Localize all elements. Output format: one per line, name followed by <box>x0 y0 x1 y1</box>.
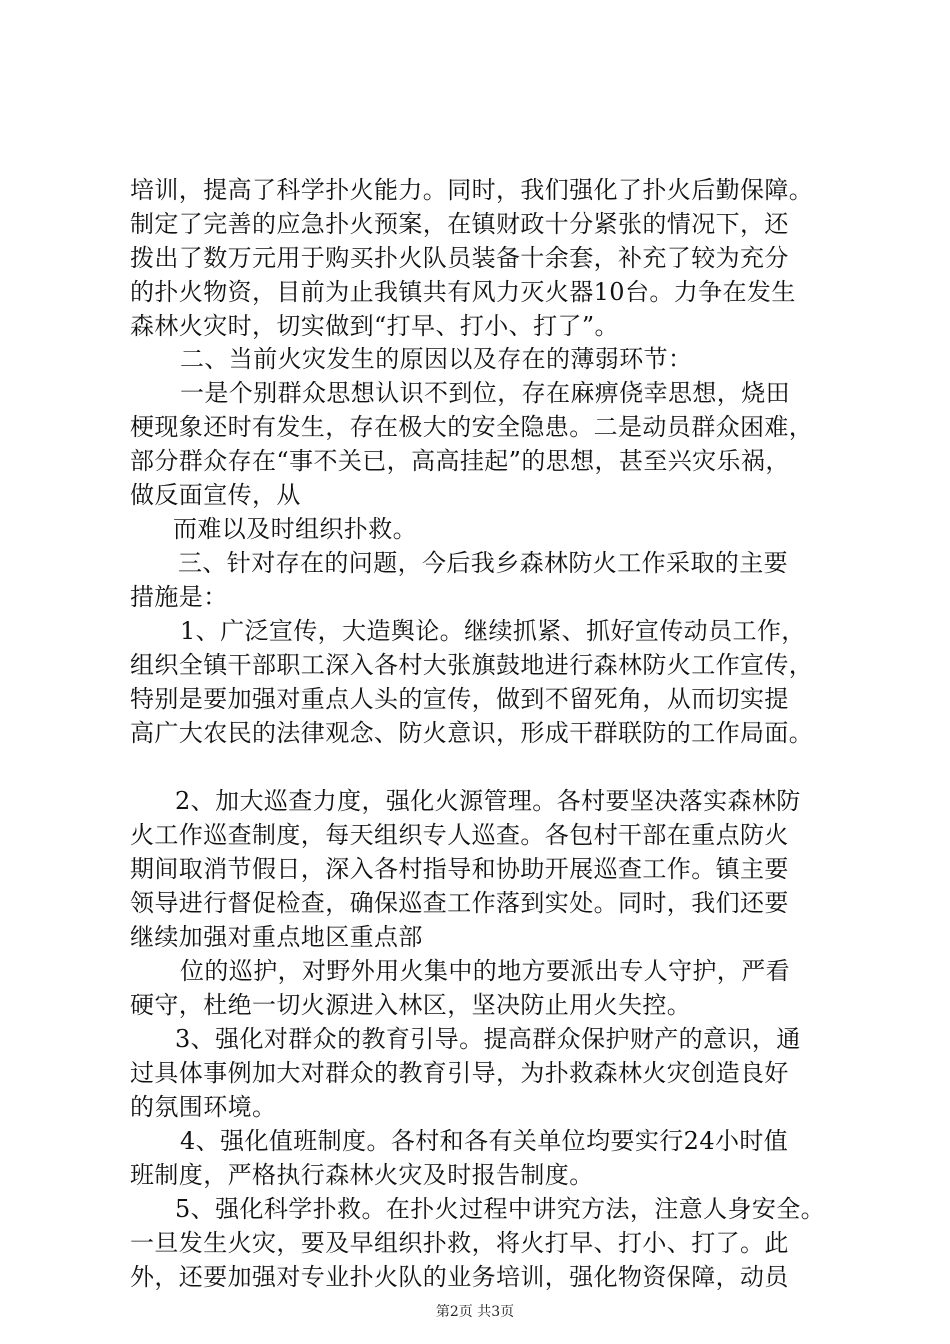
section-heading: 二、当前火灾发生的原因以及存在的薄弱环节： <box>180 345 693 373</box>
text-line: 部分群众存在“事不关已，高高挂起”的思想，甚至兴灾乐祸， <box>130 447 790 475</box>
text-line: 特别是要加强对重点人头的宣传，做到不留死角，从而切实提 <box>130 685 789 713</box>
text-line: 1、广泛宣传，大造舆论。继续抓紧、抓好宣传动员工作， <box>180 617 806 645</box>
text-line: 培训，提高了科学扑火能力。同时，我们强化了扑火后勤保障。 <box>130 176 814 204</box>
text-line: 而难以及时组织扑救。 <box>173 515 417 543</box>
text-line: 组织全镇干部职工深入各村大张旗鼓地进行森林防火工作宣传， <box>130 651 814 679</box>
text-line: 一旦发生火灾，要及早组织扑救，将火打早、打小、打了。此 <box>130 1229 789 1257</box>
text-line: 5、强化科学扑救。在扑火过程中讲究方法，注意人身安全。 <box>175 1195 826 1223</box>
text-line: 硬守，杜绝一切火源进入林区，坚决防止用火失控。 <box>130 991 692 1019</box>
text-line: 外，还要加强对专业扑火队的业务培训，强化物资保障，动员 <box>130 1263 789 1291</box>
text-line: 森林火灾时，切实做到“打早、打小、打了”。 <box>130 312 619 340</box>
text-line: 火工作巡查制度，每天组织专人巡查。各包村干部在重点防火 <box>130 821 789 849</box>
text-line: 的扑火物资，目前为止我镇共有风力灭火器10台。力争在发生 <box>130 278 796 306</box>
text-line: 3、强化对群众的教育引导。提高群众保护财产的意识，通 <box>175 1025 801 1053</box>
text-line: 的氛围环境。 <box>130 1093 277 1121</box>
text-line: 制定了完善的应急扑火预案，在镇财政十分紧张的情况下，还 <box>130 210 789 238</box>
section-heading: 三、针对存在的问题，今后我乡森林防火工作采取的主要 <box>178 549 788 577</box>
text-line: 2、加大巡查力度，强化火源管理。各村要坚决落实森林防 <box>175 787 801 815</box>
text-line: 一是个别群众思想认识不到位，存在麻痹侥幸思想，烧田 <box>180 379 790 407</box>
text-line: 期间取消节假日，深入各村指导和协助开展巡查工作。镇主要 <box>130 855 789 883</box>
text-line: 梗现象还时有发生，存在极大的安全隐患。二是动员群众困难， <box>130 413 814 441</box>
page-footer: 第2页 共3页 <box>435 1304 515 1320</box>
text-line: 继续加强对重点地区重点部 <box>130 923 423 951</box>
text-line: 领导进行督促检查，确保巡查工作落到实处。同时，我们还要 <box>130 889 789 917</box>
text-line: 4、强化值班制度。各村和各有关单位均要实行24小时值 <box>180 1127 789 1155</box>
text-line: 位的巡护，对野外用火集中的地方要派出专人守护，严看 <box>180 957 790 985</box>
text-line: 高广大农民的法律观念、防火意识，形成干群联防的工作局面。 <box>130 719 814 747</box>
text-line: 班制度，严格执行森林火灾及时报告制度。 <box>130 1161 594 1189</box>
text-line: 过具体事例加大对群众的教育引导，为扑救森林火灾创造良好 <box>130 1059 789 1087</box>
text-line: 做反面宣传，从 <box>130 481 301 509</box>
text-line: 拨出了数万元用于购买扑火队员装备十余套，补充了较为充分 <box>130 244 789 272</box>
text-line: 措施是： <box>130 583 228 611</box>
